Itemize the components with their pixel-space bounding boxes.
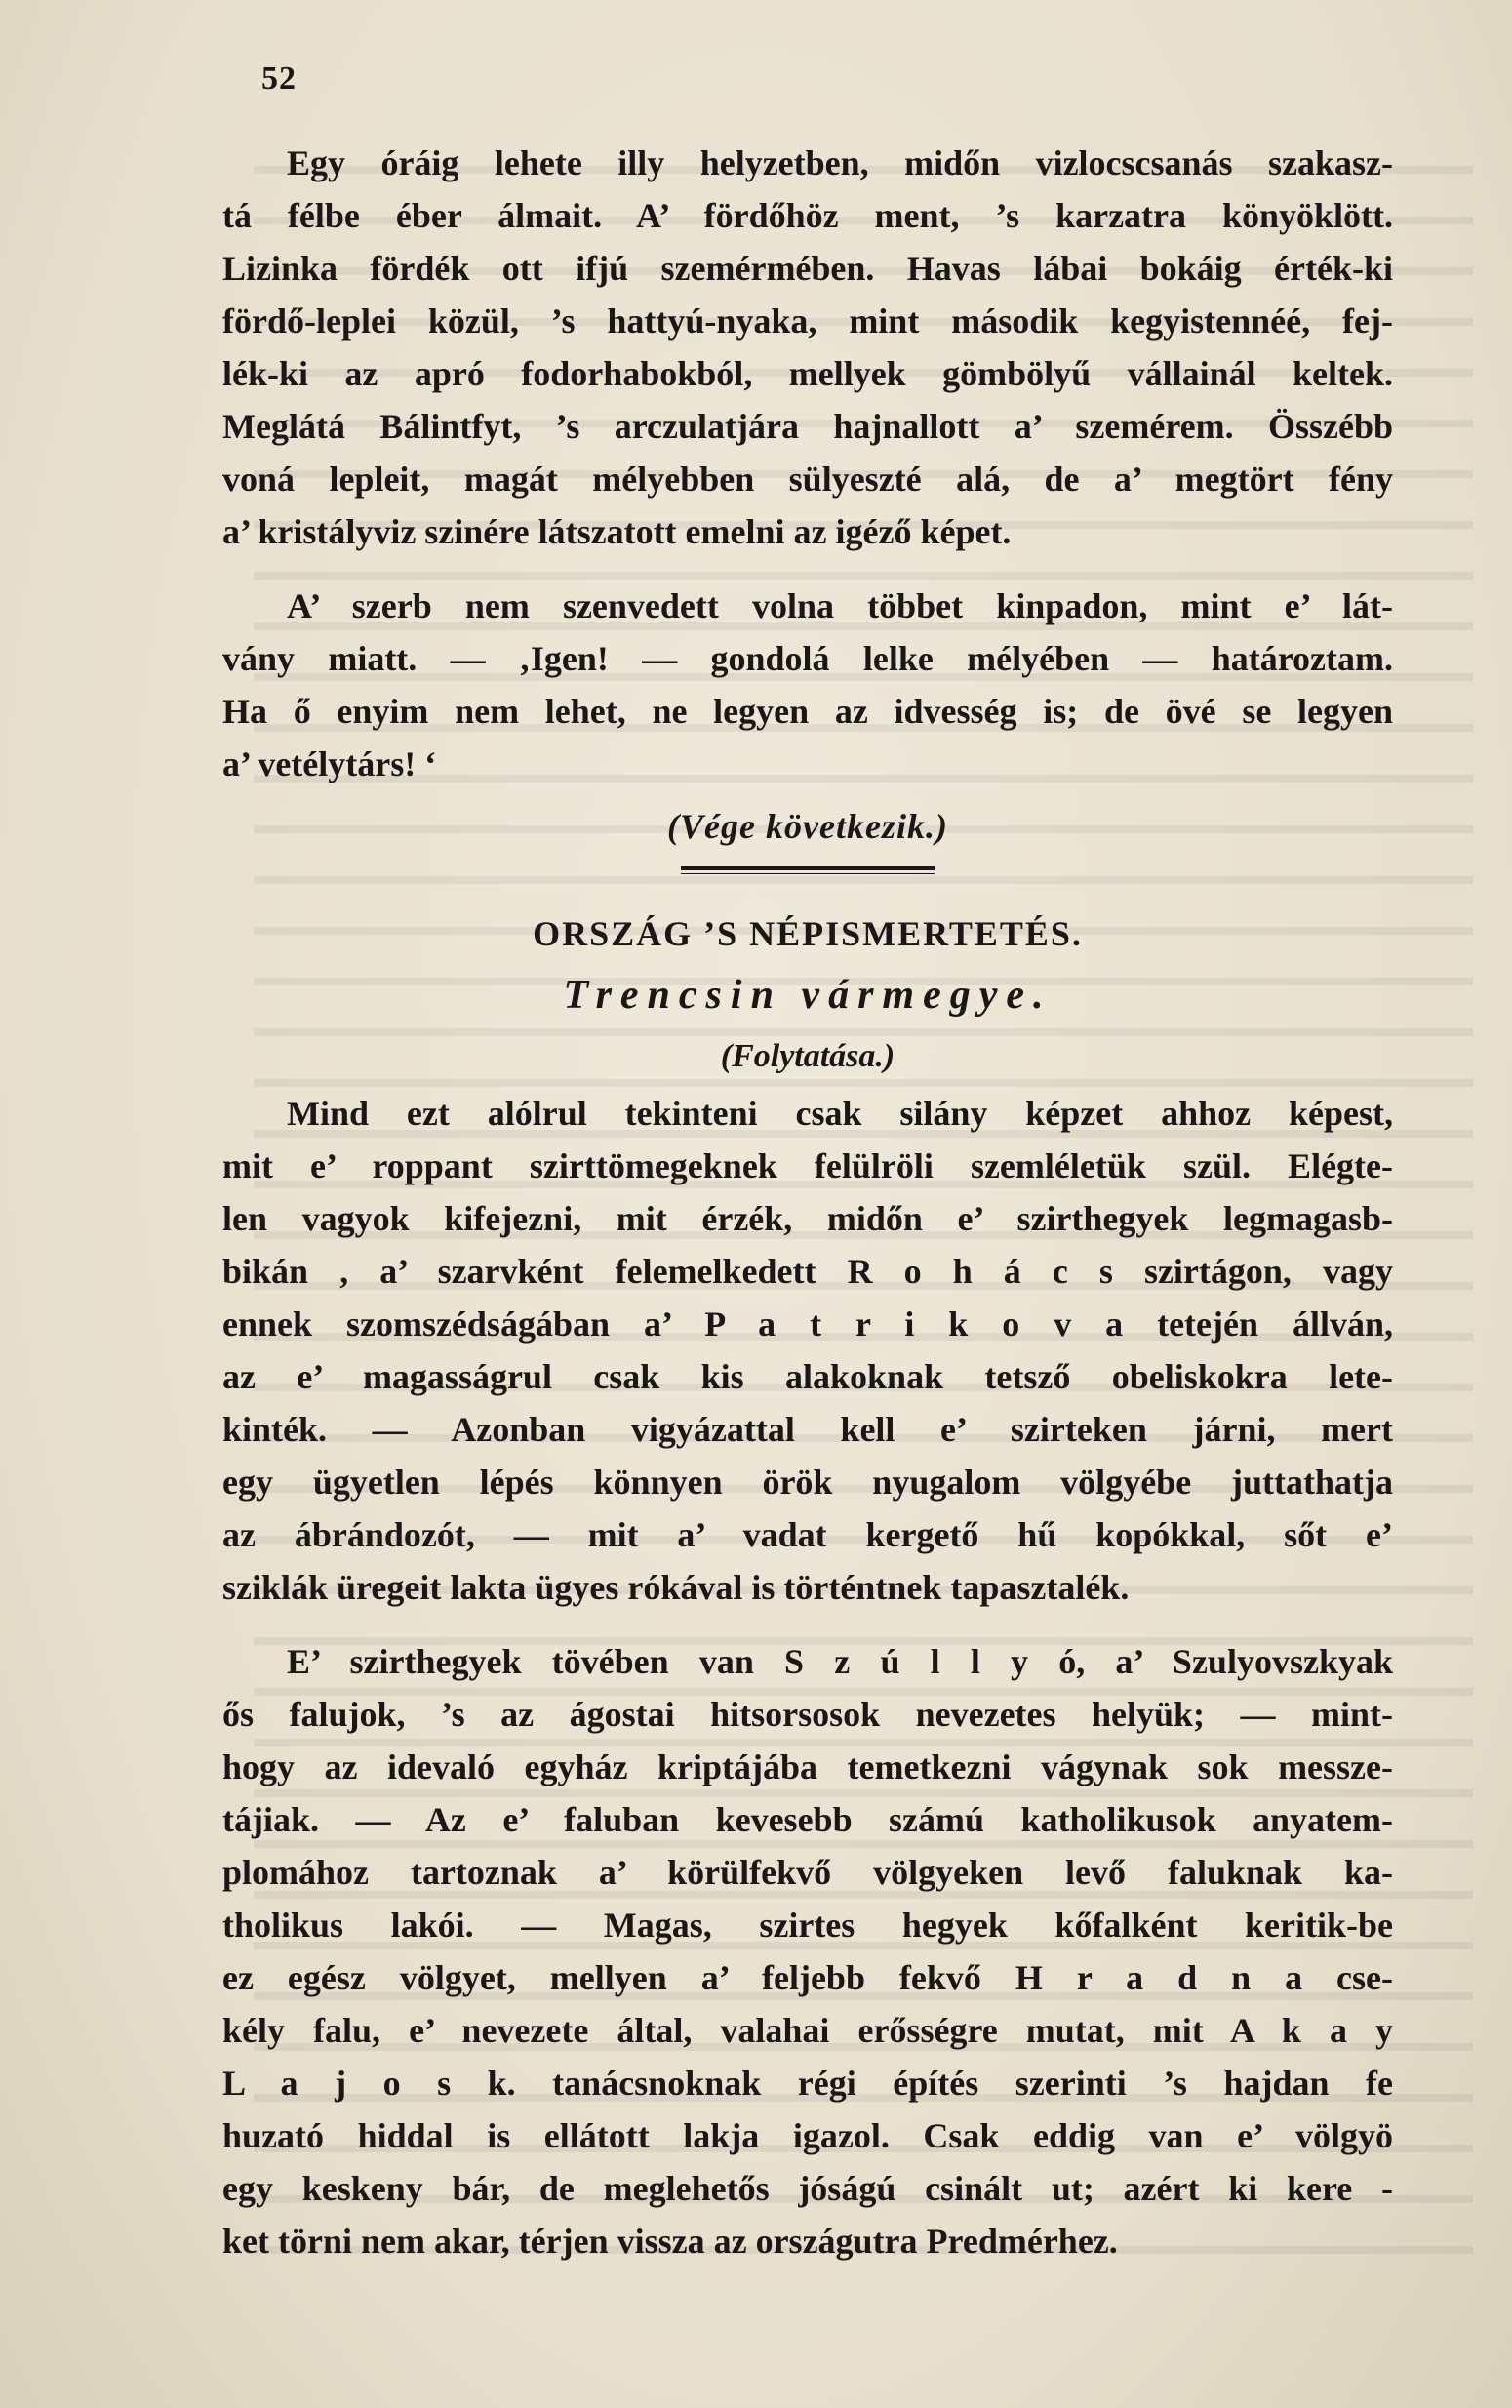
text-line: plomához tartoznak a’ körülfekvő völgyeken levő faluknak ka- (222, 1853, 1393, 1892)
text-line: Mind ezt alólrul tekinteni csak silány képzet ahhoz képest, (287, 1094, 1393, 1133)
text-line: sziklák üregeit lakta ügyes rókával is történtnek tapasztalék. (222, 1568, 1130, 1607)
text-line: kély falu, e’ nevezete által, valahai erősségre mutat, mit A k a y (222, 2011, 1393, 2050)
text-line: az ábrándozót, — mit a’ vadat kergető hű kopókkal, sőt e’ (222, 1515, 1393, 1554)
text-line: ket törni nem akar, térjen vissza az országutra Predmérhez. (222, 2222, 1118, 2261)
paragraph (222, 1087, 1393, 1614)
text-column (222, 137, 1393, 2268)
text-line: voná lepleit, magát mélyebben sülyeszté alá, de a’ megtört fény (222, 460, 1393, 499)
text-line: Meglátá Bálintfyt, ’s arczulatjára hajnallott a’ szemérem. Összébb (222, 407, 1393, 446)
text-line: tájiak. — Az e’ faluban kevesebb számú katholikusok anyatem- (222, 1800, 1393, 1839)
text-line: huzató hiddal is ellátott lakja igazol. Csak eddig van e’ völgyö (222, 2116, 1393, 2155)
paragraph (222, 580, 1393, 790)
paragraph-gap (222, 1614, 1393, 1635)
text-line: vány miatt. — ‚Igen! — gondolá lelke mélyében — határoztam. (222, 639, 1393, 678)
page-number: 52 (261, 60, 297, 97)
text-line: lék-ki az apró fodorhabokból, mellyek gömbölyű vállainál keltek. (222, 354, 1393, 393)
text-line: ennek szomszédságában a’ P a t r i k o v a tetején állván, (222, 1304, 1393, 1344)
text-line: tholikus lakói. — Magas, szirtes hegyek kőfalként keritik-be (222, 1906, 1393, 1945)
text-line: egy keskeny bár, de meglehetős jóságú csinált ut; azért ki kere - (222, 2169, 1393, 2208)
text-line: L a j o s k. tanácsnoknak régi építés szerinti ’s hajdan fe (222, 2064, 1393, 2103)
section-title: ORSZÁG ’S NÉPISMERTETÉS. (533, 914, 1083, 953)
paragraph (222, 137, 1393, 558)
county-title: Trencsin vármegye. (563, 973, 1053, 1018)
text-line: tá félbe éber álmait. A’ fördőhöz ment, ’s karzatra könyöklött. (222, 196, 1393, 235)
paragraph (222, 1635, 1393, 2268)
text-line: hogy az idevaló egyház kriptájába temetkezni vágynak sok messze- (222, 1747, 1393, 1786)
text-line: egy ügyetlen lépés könnyen örök nyugalom völgyébe juttathatja (222, 1463, 1393, 1502)
text-line: Ha ő enyim nem lehet, ne legyen az idvesség is; de övé se legyen (222, 692, 1393, 731)
text-line: Egy óráig lehete illy helyzetben, midőn vizlocscsanás szakasz- (287, 143, 1393, 182)
paragraph-gap (222, 558, 1393, 580)
continuation-note: (Folytatása.) (720, 1038, 895, 1074)
text-line: mit e’ roppant szirttömegeknek felülröli szemléletük szül. Elégte- (222, 1146, 1393, 1185)
text-line: az e’ magasságrul csak kis alakoknak tetsző obeliskokra lete- (222, 1357, 1393, 1396)
text-line: A’ szerb nem szenvedett volna többet kinpadon, mint e’ lát- (287, 586, 1393, 625)
text-line: bikán , a’ szarvként felemelkedett R o h á c s szirtágon, vagy (222, 1252, 1393, 1291)
text-line: a’ kristályviz szinére látszatott emelni az igéző képet. (222, 512, 1012, 551)
text-line: kinték. — Azonban vigyázattal kell e’ szirteken járni, mert (222, 1410, 1393, 1449)
section-divider (681, 866, 935, 874)
text-line: Lizinka fördék ott ifjú szemérmében. Havas lábai bokáig érték-ki (222, 249, 1393, 288)
text-line: ős falujok, ’s az ágostai hitsorsosok nevezetes helyük; — mint- (222, 1695, 1393, 1734)
end-note: (Vége következik.) (667, 807, 948, 846)
text-line: len vagyok kifejezni, mit érzék, midőn e’ szirthegyek legmagasb- (222, 1199, 1393, 1238)
text-line: E’ szirthegyek tövében van S z ú l l y ó, a’ Szulyovszkyak (287, 1642, 1393, 1681)
text-line: ez egész völgyet, mellyen a’ feljebb fekvő H r a d n a cse- (222, 1958, 1393, 1997)
text-line: fördő-leplei közül, ’s hattyú-nyaka, mint második kegyistennéé, fej- (222, 301, 1393, 341)
text-line: a’ vetélytárs! ‘ (222, 744, 437, 783)
